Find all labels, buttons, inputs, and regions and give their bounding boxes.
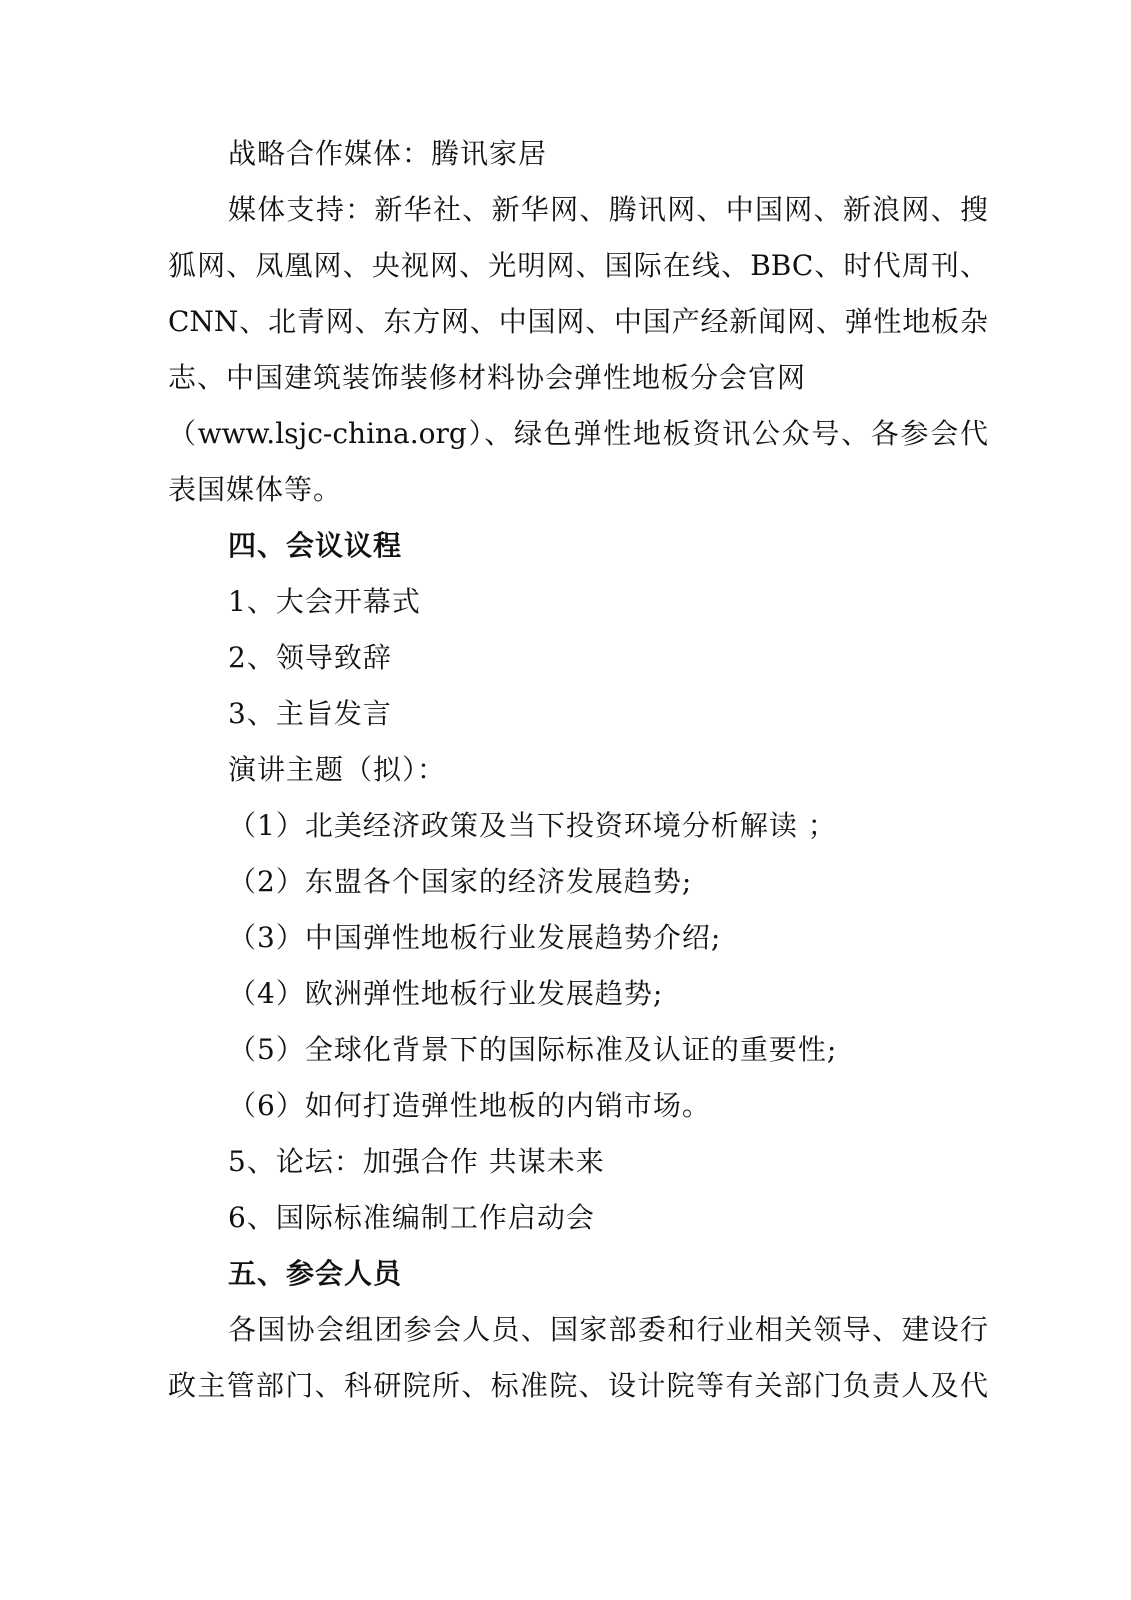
participants-line-1: 各国协会组团参会人员、国家部委和行业相关领导、建设行 [228, 1313, 988, 1346]
media-support-line-6: 表国媒体等。 [168, 473, 343, 506]
agenda-item-5: 5、论坛：加强合作 共谋未来 [228, 1145, 605, 1178]
media-support-line-2: 狐网、凤凰网、央视网、光明网、国际在线、BBC、时代周刊、 [168, 249, 988, 282]
media-support-line-4: 志、中国建筑装饰装修材料协会弹性地板分会官网 [168, 361, 807, 394]
agenda-item-1: 1、大会开幕式 [228, 585, 421, 618]
speech-topics-label: 演讲主题（拟）： [228, 753, 447, 786]
participants-line-2: 政主管部门、科研院所、标准院、设计院等有关部门负责人及代 [168, 1369, 988, 1402]
speech-topic-5: （5）全球化背景下的国际标准及认证的重要性; [228, 1033, 838, 1066]
section-heading-agenda: 四、会议议程 [228, 529, 403, 562]
agenda-item-3: 3、主旨发言 [228, 697, 392, 730]
agenda-item-2: 2、领导致辞 [228, 641, 392, 674]
media-support-line-1: 媒体支持：新华社、新华网、腾讯网、中国网、新浪网、搜 [228, 193, 988, 226]
media-support-line-5: （www.lsjc-china.org）、绿色弹性地板资讯公众号、各参会代 [168, 417, 988, 450]
speech-topic-4: （4）欧洲弹性地板行业发展趋势; [228, 977, 664, 1010]
section-heading-participants: 五、参会人员 [228, 1257, 403, 1290]
strategic-media-line: 战略合作媒体：腾讯家居 [228, 137, 548, 170]
speech-topic-3: （3）中国弹性地板行业发展趋势介绍; [228, 921, 722, 954]
agenda-item-6: 6、国际标准编制工作启动会 [228, 1201, 595, 1234]
speech-topic-1: （1）北美经济政策及当下投资环境分析解读 ； [228, 809, 837, 842]
media-support-line-3: CNN、北青网、东方网、中国网、中国产经新闻网、弹性地板杂 [168, 305, 988, 338]
speech-topic-6: （6）如何打造弹性地板的内销市场。 [228, 1089, 711, 1122]
speech-topic-2: （2）东盟各个国家的经济发展趋势; [228, 865, 693, 898]
